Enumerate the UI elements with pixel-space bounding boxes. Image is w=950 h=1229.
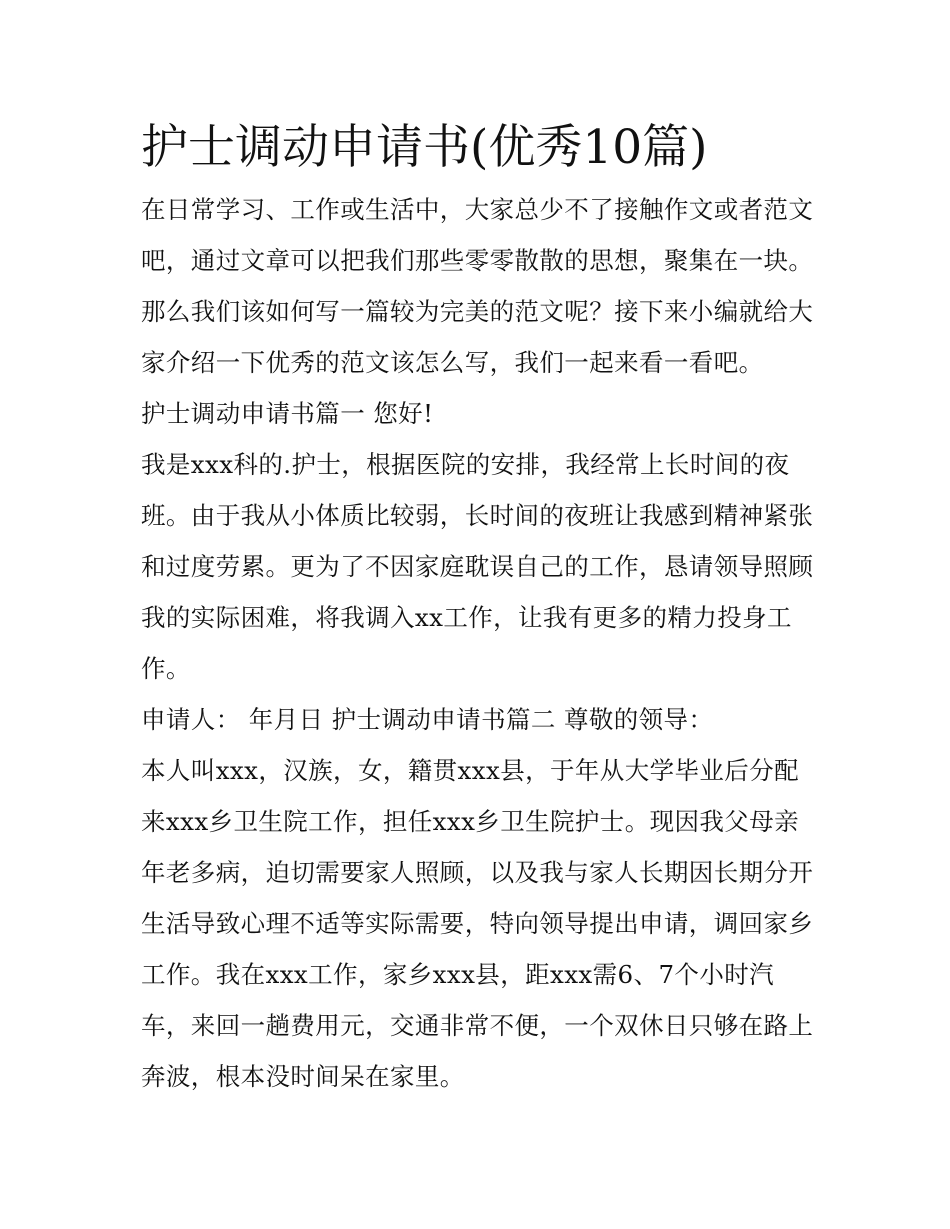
- text-line: 年老多病，迫切需要家人照顾，以及我与家人长期因长期分开: [141, 858, 814, 887]
- text-line: 和过度劳累。更为了不因家庭耽误自己的工作，恳请领导照顾: [141, 552, 814, 581]
- text-line: 车，来回一趟费用元，交通非常不便，一个双休日只够在路上: [141, 1011, 814, 1040]
- text-line: 本人叫xxx，汉族，女，籍贯xxx县，于年从大学毕业后分配: [141, 756, 800, 785]
- text-line: 班。由于我从小体质比较弱，长时间的夜班让我感到精神紧张: [141, 501, 814, 530]
- text-line: 吧，通过文章可以把我们那些零零散散的思想，聚集在一块。: [141, 246, 814, 275]
- section-one-body: [141, 439, 821, 694]
- text-line: 申请人： 年月日 护士调动申请书篇二 尊敬的领导：: [141, 705, 714, 734]
- text-line: 在日常学习、工作或生活中，大家总少不了接触作文或者范文: [141, 195, 814, 224]
- text-line: 我的实际困难，将我调入xx工作，让我有更多的精力投身工: [141, 603, 792, 632]
- text-line: 奔波，根本没时间呆在家里。: [141, 1062, 465, 1091]
- text-line: 那么我们该如何写一篇较为完美的范文呢？接下来小编就给大: [141, 297, 814, 326]
- text-line: 作。: [141, 654, 191, 683]
- section-two-body: [141, 745, 821, 1102]
- text-line: 生活导致心理不适等实际需要，特向领导提出申请，调回家乡: [141, 909, 814, 938]
- intro-paragraph: [141, 184, 821, 388]
- text-line: 我是xxx科的.护士，根据医院的安排，我经常上长时间的夜: [141, 450, 790, 479]
- text-line: 护士调动申请书篇一 您好!: [141, 399, 434, 428]
- page-title: 护士调动申请书(优秀10篇): [141, 120, 708, 175]
- section-two-heading: [141, 694, 821, 745]
- text-line: 工作。我在xxx工作，家乡xxx县，距xxx需6、7个小时汽: [141, 960, 775, 989]
- text-line: 家介绍一下优秀的范文该怎么写，我们一起来看一看吧。: [141, 348, 764, 377]
- document-page: [141, 112, 821, 1102]
- text-line: 来xxx乡卫生院工作，担任xxx乡卫生院护士。现因我父母亲: [141, 807, 800, 836]
- section-one-heading: [141, 388, 821, 439]
